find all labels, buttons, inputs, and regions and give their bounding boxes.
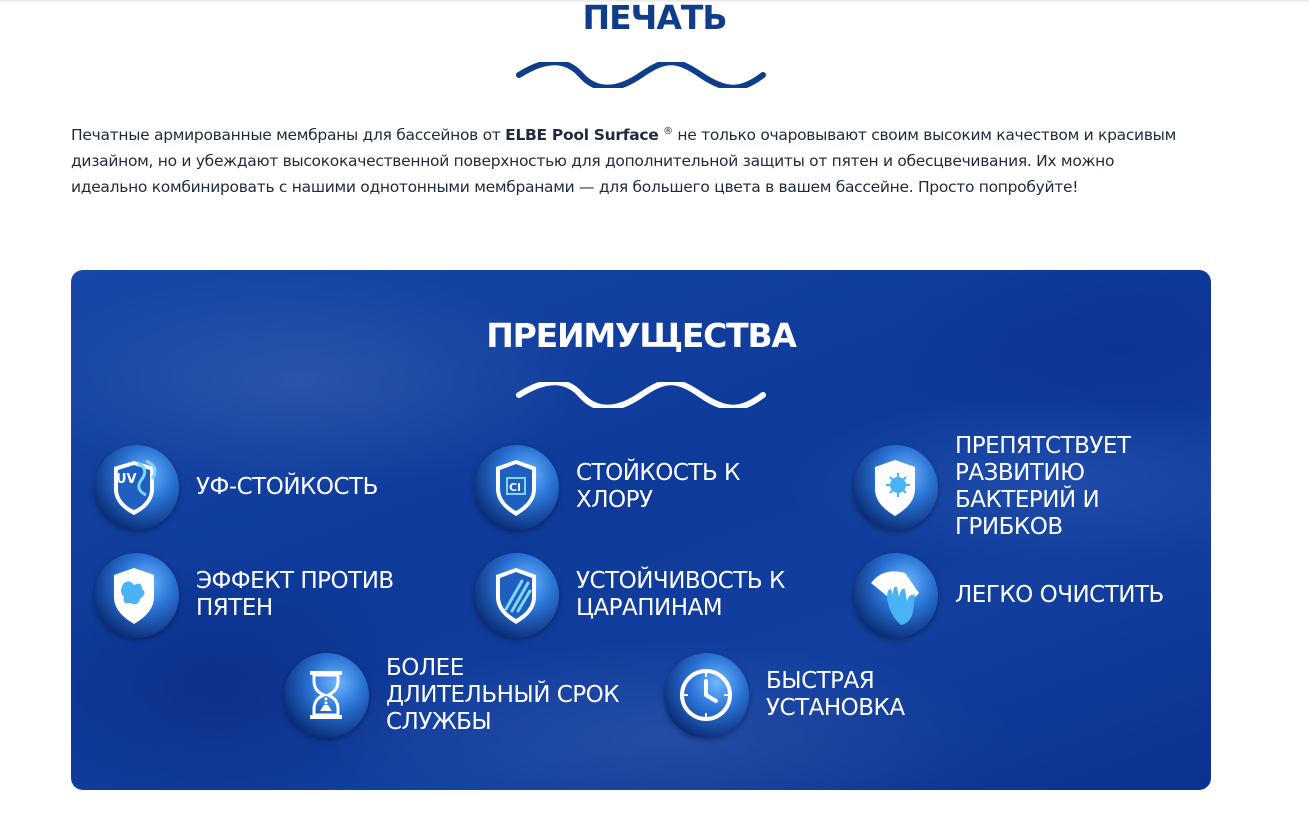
cleaning-hand-icon xyxy=(853,553,938,638)
scratch-shield-icon xyxy=(474,553,559,638)
feature-antibacterial xyxy=(853,433,1193,540)
feature-label: СТОЙКОСТЬ К ХЛОРУ xyxy=(576,460,740,513)
wave-divider-icon xyxy=(516,382,766,408)
feature-label: БОЛЕЕ ДЛИТЕЛЬНЫЙ СРОК СЛУЖБЫ xyxy=(386,654,620,735)
registered-mark: ® xyxy=(663,126,673,137)
brand-name: ELBE Pool Surface xyxy=(505,126,659,145)
feature-label: ЛЕГКО ОЧИСТИТЬ xyxy=(955,581,1164,608)
advantages-title: ПРЕИМУЩЕСТВА xyxy=(486,316,796,355)
intro-paragraph xyxy=(71,119,1191,200)
hourglass-icon xyxy=(284,653,369,738)
wave-divider-icon xyxy=(516,62,766,88)
svg-text:Cl: Cl xyxy=(509,481,521,494)
feature-anti-stain xyxy=(94,550,454,640)
bacteria-shield-icon xyxy=(853,445,938,530)
feature-scratch-resistance xyxy=(474,550,834,640)
feature-label: БЫСТРАЯ УСТАНОВКА xyxy=(766,668,905,721)
feature-label: ПРЕПЯТСТВУЕТ РАЗВИТИЮ БАКТЕРИЙ И ГРИБКОВ xyxy=(955,433,1131,540)
svg-text:UV: UV xyxy=(116,472,137,487)
stain-shield-icon xyxy=(94,553,179,638)
feature-label: ЭФФЕКТ ПРОТИВ ПЯТЕН xyxy=(196,568,394,621)
page-title: ПЕЧАТЬ xyxy=(582,0,727,37)
advantages-panel xyxy=(71,270,1211,790)
chlorine-shield-icon xyxy=(474,445,559,530)
uv-shield-icon xyxy=(94,445,179,530)
feature-uv-resistance xyxy=(94,442,454,532)
feature-easy-clean xyxy=(853,550,1193,640)
feature-label: УФ-СТОЙКОСТЬ xyxy=(196,473,378,500)
feature-quick-installation xyxy=(664,650,1024,740)
intro-text-after: не только очаровывают своим высоким качеством и красивым дизайном, но и убеждают высококачественной поверхностью для дополнительной защиты от пятен и обесцвечивания. Их можно идеально комбинировать с нашими однотонными мембранами — для большего цвета в вашем бассейне. Просто попробуйте! xyxy=(71,126,1176,197)
feature-long-service-life xyxy=(284,650,644,740)
clock-icon xyxy=(664,653,749,738)
intro-text-before: Печатные армированные мембраны для бассейнов от xyxy=(71,126,506,145)
feature-chlorine-resistance xyxy=(474,442,834,532)
feature-label: УСТОЙЧИВОСТЬ К ЦАРАПИНАМ xyxy=(576,568,785,621)
